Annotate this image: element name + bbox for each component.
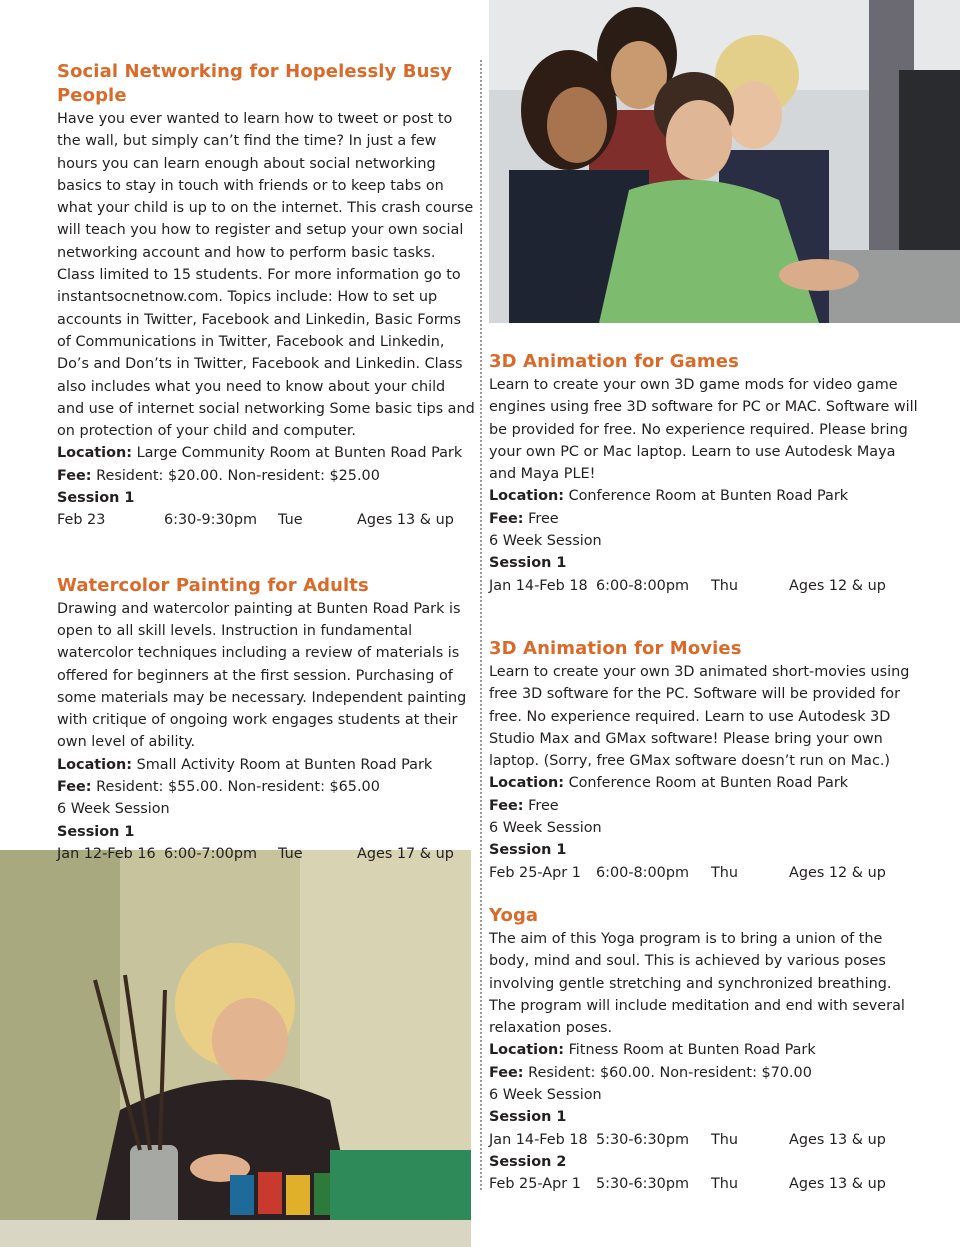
session-time: 6:30-9:30pm <box>164 512 257 529</box>
session-ages: Ages 13 & up <box>789 1131 886 1148</box>
session-ages: Ages 13 & up <box>789 1176 886 1193</box>
fee-label: Fee: <box>489 1064 524 1081</box>
course-location <box>489 485 919 507</box>
course-fee <box>57 776 475 798</box>
students-photo-illustration <box>489 0 960 323</box>
session-ages: Ages 17 & up <box>357 845 454 862</box>
location-value: Small Activity Room at Bunten Road Park <box>136 756 433 773</box>
location-value: Large Community Room at Bunten Road Park <box>136 445 463 462</box>
course-watercolor <box>57 574 475 866</box>
course-3d-games <box>489 350 919 597</box>
fee-value: Resident: $55.00. Non-resident: $65.00 <box>96 779 380 796</box>
column-divider <box>480 60 482 1190</box>
session-dates: Feb 23 <box>57 512 106 529</box>
location-value: Conference Room at Bunten Road Park <box>568 488 849 505</box>
session-ages: Ages 12 & up <box>789 577 886 594</box>
course-social-networking <box>57 60 475 532</box>
course-description: Learn to create your own 3D game mods for video game engines using free 3D software for PC or MAC. Software will be provided for free. No experience required. Please bring your own PC or Mac laptop. Learn to use Autodesk Maya and Maya PLE! <box>489 377 918 483</box>
course-title: Watercolor Painting for Adults <box>57 574 369 596</box>
course-location <box>489 1039 919 1061</box>
session-row <box>489 575 919 597</box>
fee-label: Fee: <box>57 467 92 484</box>
session-time: 5:30-6:30pm <box>596 1131 689 1148</box>
course-description: Learn to create your own 3D animated short-movies using free 3D software for the PC. Software will be provided for free. No experience required. Learn to use Autodesk 3D Studio Max and GMax software! Please bring your own laptop. (Sorry, free GMax software doesn’t run on Mac.) <box>489 663 910 770</box>
session-row <box>57 509 475 531</box>
course-title: Yoga <box>489 904 539 926</box>
session-name: Session 1 <box>57 490 135 507</box>
course-yoga <box>489 904 919 1196</box>
course-fee <box>57 465 475 487</box>
session-name: Session 1 <box>57 823 135 840</box>
course-description: The aim of this Yoga program is to bring a union of the body, mind and soul. This is achieved by various poses involving gentle stretching and synchronized breathing. The program will include meditation and end with several relaxation poses. <box>489 930 905 1037</box>
session-day: Thu <box>711 1131 739 1148</box>
course-fee <box>489 508 919 530</box>
session-row <box>489 1173 919 1195</box>
course-duration: 6 Week Session <box>489 1087 602 1104</box>
session-row <box>489 1129 919 1151</box>
location-value: Conference Room at Bunten Road Park <box>568 775 849 792</box>
woman-painting-photo <box>0 850 471 1247</box>
course-title: 3D Animation for Movies <box>489 637 742 659</box>
session-row <box>489 862 919 884</box>
course-duration: 6 Week Session <box>489 820 602 837</box>
course-title: 3D Animation for Games <box>489 351 739 372</box>
course-title: Social Networking for Hopelessly Busy People <box>57 61 453 106</box>
session-day: Tue <box>278 845 303 862</box>
session-dates: Jan 12-Feb 16 <box>57 845 156 862</box>
course-location <box>489 772 919 794</box>
session-time: 6:00-7:00pm <box>164 845 257 862</box>
left-column <box>57 60 475 893</box>
session-ages: Ages 12 & up <box>789 864 886 881</box>
painting-photo-illustration <box>0 850 471 1247</box>
session-day: Thu <box>711 1176 739 1193</box>
fee-value: Resident: $60.00. Non-resident: $70.00 <box>528 1064 812 1081</box>
students-at-laptop-photo <box>489 0 960 323</box>
session-time: 6:00-8:00pm <box>596 577 689 594</box>
right-column <box>489 350 919 1224</box>
session-dates: Feb 25-Apr 1 <box>489 864 581 881</box>
fee-value: Free <box>528 510 559 527</box>
course-location <box>57 442 475 464</box>
session-time: 6:00-8:00pm <box>596 864 689 881</box>
location-label: Location: <box>489 1042 564 1059</box>
course-description: Drawing and watercolor painting at Bunten Road Park is open to all skill levels. Instruction in fundamental watercolor techniques including a review of materials is offered for beginners at the first session. Purchasing of some materials may be necessary. Independent painting with critique of ongoing work engages students at their own level of ability. <box>57 600 467 751</box>
course-3d-movies <box>489 637 919 884</box>
session-ages: Ages 13 & up <box>357 512 454 529</box>
course-fee <box>489 1062 919 1084</box>
session-name: Session 2 <box>489 1153 567 1170</box>
session-day: Thu <box>711 864 739 881</box>
fee-label: Fee: <box>489 797 524 814</box>
course-duration: 6 Week Session <box>489 533 602 550</box>
session-dates: Feb 25-Apr 1 <box>489 1176 581 1193</box>
fee-value: Resident: $20.00. Non-resident: $25.00 <box>96 467 380 484</box>
session-day: Thu <box>711 577 739 594</box>
course-duration: 6 Week Session <box>57 801 170 818</box>
session-row <box>57 843 475 865</box>
session-day: Tue <box>278 512 303 529</box>
location-label: Location: <box>489 488 564 505</box>
session-name: Session 1 <box>489 1109 567 1126</box>
fee-value: Free <box>528 797 559 814</box>
location-label: Location: <box>489 775 564 792</box>
fee-label: Fee: <box>57 779 92 796</box>
location-label: Location: <box>57 756 132 773</box>
session-name: Session 1 <box>489 555 567 572</box>
fee-label: Fee: <box>489 510 524 527</box>
course-description: Have you ever wanted to learn how to tweet or post to the wall, but simply can’t find the time? In just a few hours you can learn enough about social networking basics to stay in touch with friends or to keep tabs on what your child is up to on the internet. This crash course will teach you how to register and setup your own social networking account and how to perform basic tasks. Class limited to 15 students. For more information go to instantsocnetnow.com. Topics include: How to set up accounts in Twitter, Facebook and Linkedin, Basic Forms of Communications in Twitter, Facebook and Linkedin, Do’s and Don’ts in Twitter, Facebook and Linkedin. Class also includes what you need to know about your child and use of internet social networking Some basic tips and on protection of your child and computer. <box>57 111 475 440</box>
course-fee <box>489 795 919 817</box>
location-value: Fitness Room at Bunten Road Park <box>568 1042 816 1059</box>
session-dates: Jan 14-Feb 18 <box>489 1131 588 1148</box>
session-name: Session 1 <box>489 842 567 859</box>
session-dates: Jan 14-Feb 18 <box>489 577 588 594</box>
course-location <box>57 754 475 776</box>
session-time: 5:30-6:30pm <box>596 1176 689 1193</box>
location-label: Location: <box>57 445 132 462</box>
